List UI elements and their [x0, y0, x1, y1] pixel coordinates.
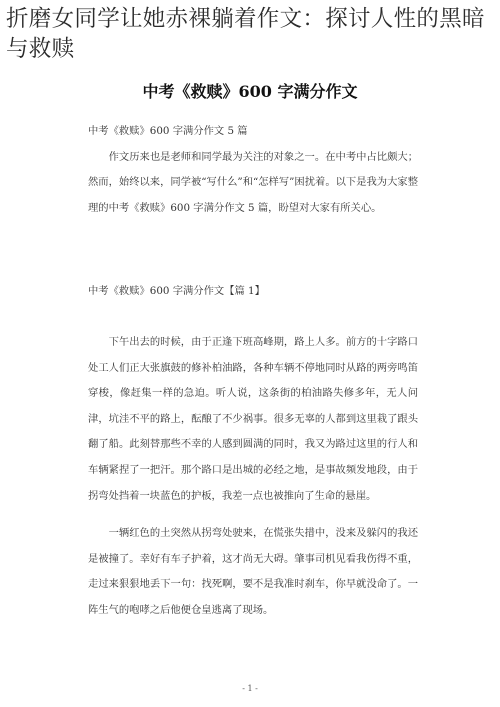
document-header-block — [88, 119, 418, 221]
essay-body — [88, 330, 418, 624]
essay-paragraph-1: 下午出去的时候，由于正逢下班高峰期，路上人多。前方的十字路口处工人们正大张旗鼓的修补柏油路，各种车辆不停地同时从路的两旁鸣笛穿梭，像赶集一样的急迫。听人说，这条街的柏油路失修多年，无人问津，坑洼不平的路上，酝酿了不少祸事。很多无辜的人都到这里栽了跟头翻了船。此刻替那些不幸的人感到圆满的同时，我又为路过这里的行人和车辆紧捏了一把汗。那个路口是出城的必经之地，是事故频发地段，由于拐弯处挡着一块蓝色的护板，我差一点也被推向了生命的悬崖。 — [88, 336, 418, 502]
page-number: - 1 - — [242, 684, 258, 693]
intro-paragraph: 作文历来也是老师和同学最为关注的对象之一。在中考中占比颇大；然而，始终以来，同学被“写什么”和“怎样写”困扰着。以下是我为大家整理的中考《救赎》600 字满分作文 5 篇，盼望对大家有所关心。 — [88, 150, 418, 214]
essay-paragraph-2: 一辆红色的土突然从拐弯处驶来，在慌张失措中，没来及躲闪的我还是被撞了。幸好有车子护着，这才尚无大碍。肇事司机见看我伤得不重，走过来狠狠地丢下一句：找死啊，要不是我准时刹车，你早就没命了。一阵生气的咆哮之后他便仓皇逃离了现场。 — [88, 527, 418, 616]
document-subtitle: 中考《救赎》600 字满分作文 5 篇 — [88, 125, 248, 137]
document-title: 中考《救赎》600 字满分作文 — [142, 82, 358, 101]
section-heading-block — [88, 279, 418, 305]
section-heading: 中考《救赎》600 字满分作文【篇 1】 — [88, 285, 265, 297]
article-headline: 折磨女同学让她赤裸躺着作文：探讨人性的黑暗与救赎 — [6, 6, 485, 62]
